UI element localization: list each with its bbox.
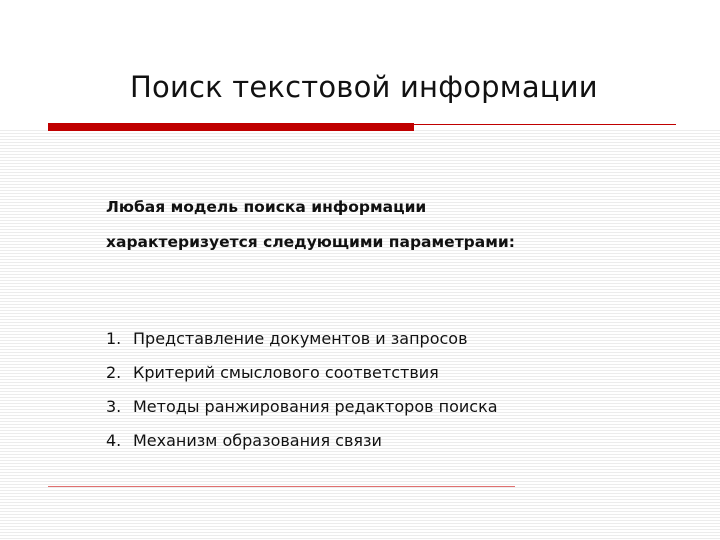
title-underline-thin: [414, 124, 676, 125]
list-item-text: Механизм образования связи: [133, 431, 382, 450]
list-item-number: 3.: [106, 397, 122, 416]
title-underline-thick: [48, 123, 414, 131]
list-item: [106, 356, 498, 390]
list-item: [106, 424, 498, 458]
list-item-text: Критерий смыслового соответствия: [133, 363, 439, 382]
bottom-divider: [48, 486, 515, 487]
list-item-text: Представление документов и запросов: [133, 329, 468, 348]
list-item: [106, 390, 498, 424]
intro-line-1: Любая модель поиска информации: [106, 198, 427, 216]
parameters-list: [106, 322, 498, 458]
list-item-number: 2.: [106, 363, 122, 382]
intro-text: [106, 190, 666, 260]
list-item-number: 4.: [106, 431, 122, 450]
intro-line-2: характеризуется следующими параметрами:: [106, 233, 515, 251]
list-item-text: Методы ранжирования редакторов поиска: [133, 397, 498, 416]
slide-title: Поиск текстовой информации: [130, 70, 598, 104]
list-item: [106, 322, 498, 356]
list-item-number: 1.: [106, 329, 122, 348]
